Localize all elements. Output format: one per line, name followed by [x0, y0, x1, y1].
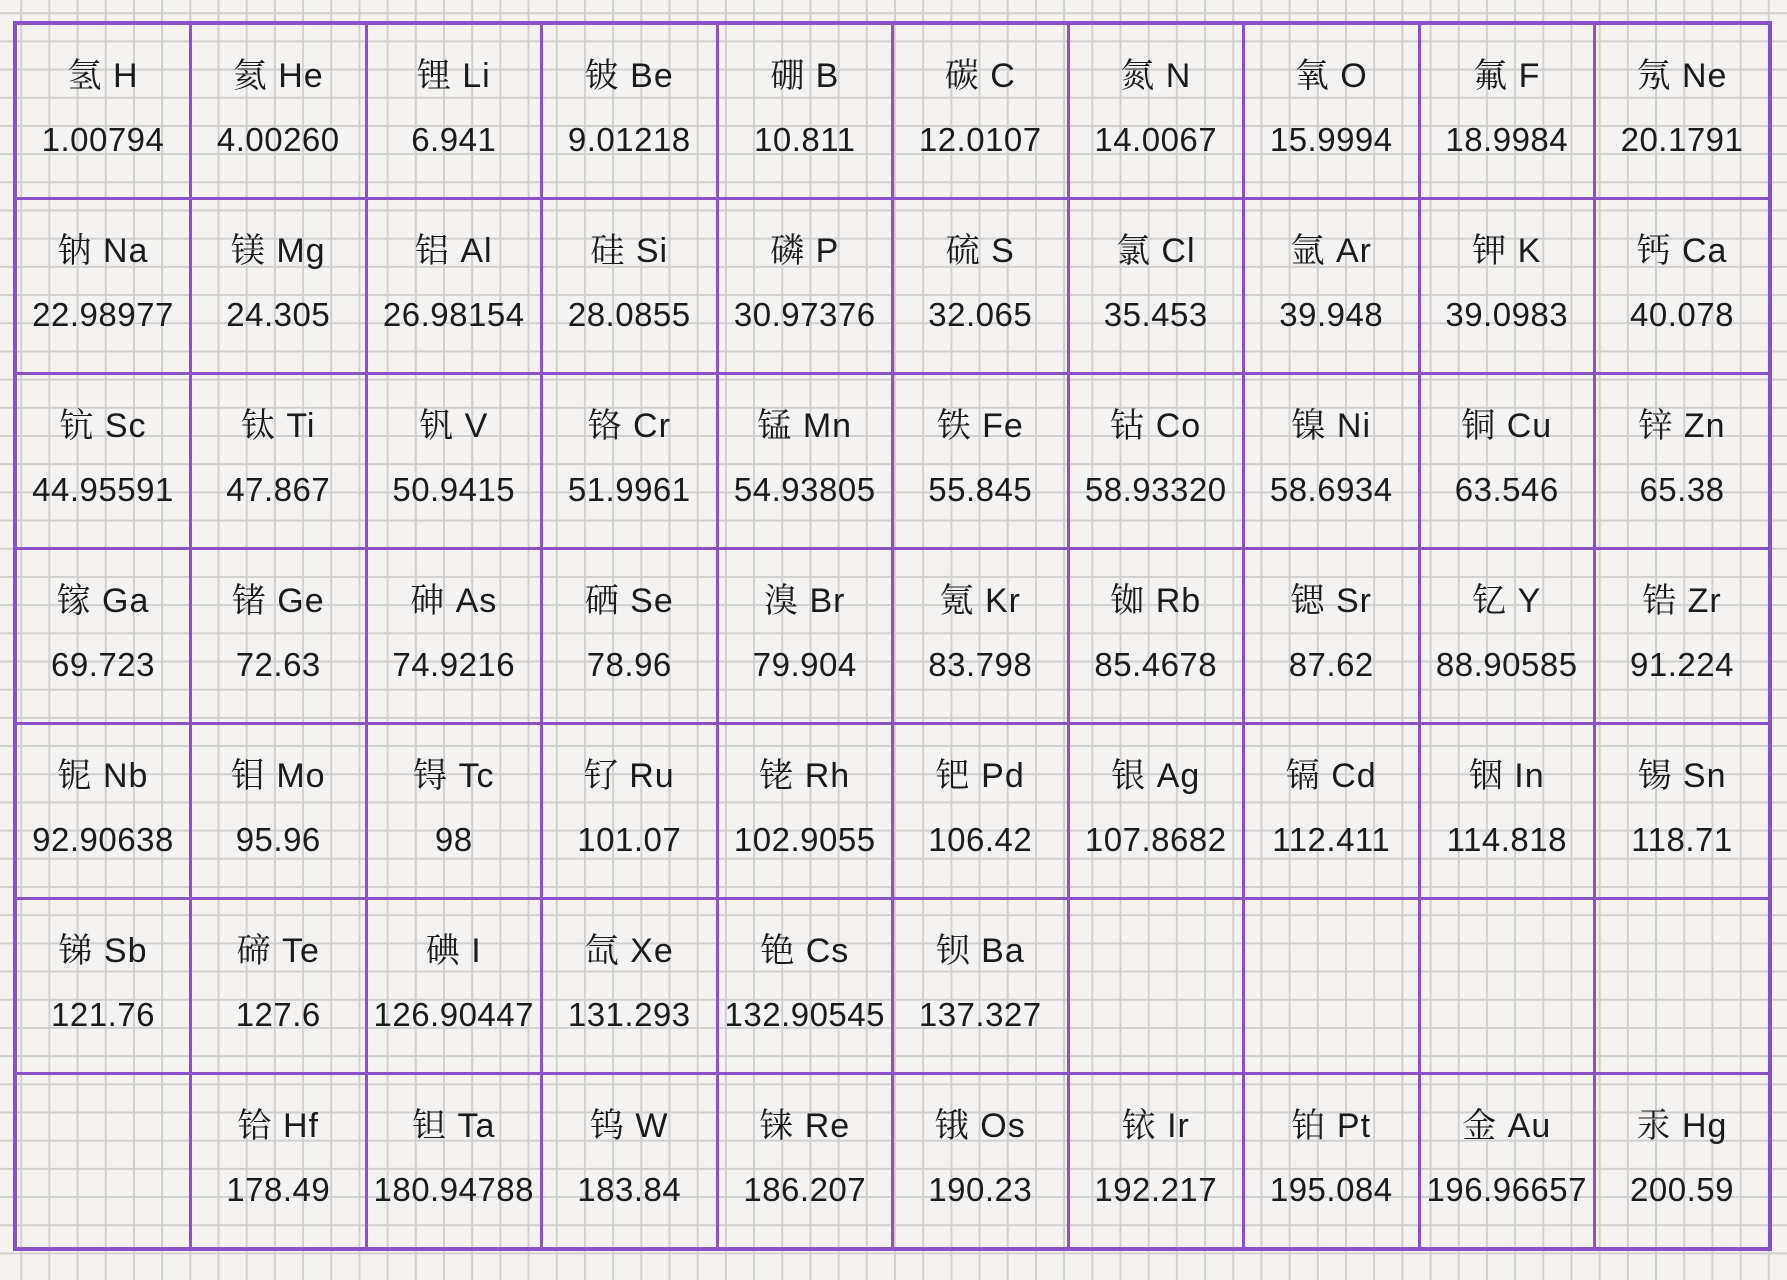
- element-name: 锑 Sb: [58, 931, 148, 970]
- element-cell-ni: [1244, 374, 1420, 549]
- element-name: [1070, 900, 1243, 930]
- table-row: [15, 23, 1770, 199]
- element-cell-cu: [1419, 374, 1595, 549]
- element-name: 锆 Zr: [1642, 582, 1722, 620]
- element-mass: 9.01218: [567, 121, 691, 158]
- element-cell-n: [1068, 23, 1244, 199]
- element-cell-zn: [1595, 374, 1771, 549]
- element-cell-hg: [1595, 1073, 1771, 1249]
- element-name: 锡 Sn: [1637, 756, 1727, 795]
- element-mass: 10.811: [754, 121, 856, 158]
- element-name: 钛 Ti: [240, 407, 316, 446]
- element-mass: 118.71: [1631, 820, 1733, 858]
- element-name: 氩 Ar: [1290, 232, 1372, 271]
- element-cell-ca: [1595, 199, 1771, 374]
- element-cell-h: [15, 23, 191, 199]
- element-name: 碳 C: [944, 57, 1016, 95]
- element-mass: 15.9994: [1269, 121, 1393, 158]
- element-mass: 137.327: [918, 995, 1042, 1033]
- element-cell-nb: [15, 723, 191, 898]
- element-name: 氯 Cl: [1115, 232, 1196, 271]
- element-cell-kr: [893, 549, 1069, 724]
- element-cell-in: [1419, 723, 1595, 898]
- element-name: 镁 Mg: [230, 232, 326, 271]
- element-name: 铪 Hf: [237, 1106, 319, 1145]
- element-mass: 74.9216: [392, 646, 516, 683]
- element-name: 钽 Ta: [412, 1106, 496, 1145]
- element-cell-he: [191, 23, 367, 199]
- element-cell-ag: [1068, 723, 1244, 898]
- element-mass: 18.9984: [1445, 121, 1569, 158]
- empty-cell: [1595, 898, 1771, 1073]
- element-mass: 178.49: [226, 1170, 331, 1208]
- element-name: 硅 Si: [590, 232, 669, 271]
- element-cell-au: [1419, 1073, 1595, 1249]
- table-row: [15, 374, 1770, 549]
- element-mass: 196.96657: [1426, 1170, 1587, 1208]
- element-mass: 32.065: [928, 296, 1033, 334]
- element-name: 镓 Ga: [56, 582, 150, 620]
- element-cell-xe: [542, 898, 718, 1073]
- element-mass: 190.23: [928, 1170, 1033, 1208]
- table-row: [15, 199, 1770, 374]
- element-name: 钠 Na: [57, 232, 149, 271]
- element-cell-cd: [1244, 723, 1420, 898]
- element-name: 锌 Zn: [1638, 407, 1726, 446]
- element-name: [17, 1075, 189, 1105]
- element-cell-mo: [191, 723, 367, 898]
- element-mass: 39.0983: [1445, 296, 1569, 334]
- element-mass: 50.9415: [392, 471, 516, 509]
- element-name: 氟 F: [1473, 57, 1541, 95]
- element-name: 钯 Pd: [935, 756, 1025, 795]
- element-mass: 4.00260: [216, 121, 340, 158]
- element-cell-co: [1068, 374, 1244, 549]
- element-cell-p: [717, 199, 893, 374]
- element-name: 铌 Nb: [57, 756, 149, 795]
- element-mass: 54.93805: [733, 471, 876, 509]
- element-mass: 6.941: [411, 121, 497, 158]
- element-cell-zr: [1595, 549, 1771, 724]
- element-name: 银 Ag: [1111, 756, 1201, 795]
- element-mass: 91.224: [1630, 646, 1734, 683]
- element-mass: 51.9961: [567, 471, 691, 509]
- element-mass: 20.1791: [1620, 121, 1744, 158]
- element-cell-y: [1419, 549, 1595, 724]
- element-name: [1421, 900, 1594, 930]
- element-name: 汞 Hg: [1636, 1106, 1728, 1145]
- element-name: 硫 S: [945, 232, 1015, 271]
- empty-cell: [1244, 898, 1420, 1073]
- element-mass: 69.723: [51, 646, 155, 683]
- element-cell-tc: [366, 723, 542, 898]
- element-name: 铜 Cu: [1461, 407, 1553, 446]
- element-mass: 1.00794: [41, 121, 165, 158]
- element-mass: 180.94788: [373, 1170, 534, 1208]
- element-mass: 40.078: [1630, 296, 1734, 334]
- element-mass: 83.798: [928, 646, 1033, 683]
- element-cell-al: [366, 199, 542, 374]
- element-mass: 106.42: [928, 820, 1033, 858]
- element-cell-fe: [893, 374, 1069, 549]
- element-mass: 112.411: [1272, 820, 1391, 858]
- element-cell-li: [366, 23, 542, 199]
- element-mass: 79.904: [752, 646, 857, 683]
- element-name: 钾 K: [1472, 232, 1542, 271]
- element-mass: 47.867: [226, 471, 331, 509]
- element-name: 铟 In: [1468, 756, 1545, 795]
- element-name: 碘 I: [425, 931, 482, 970]
- element-cell-ga: [15, 549, 191, 724]
- element-cell-mn: [717, 374, 893, 549]
- element-cell-ti: [191, 374, 367, 549]
- element-name: 磷 P: [770, 232, 840, 271]
- element-name: 氙 Xe: [584, 931, 674, 970]
- element-mass: 63.546: [1454, 471, 1559, 509]
- element-cell-os: [893, 1073, 1069, 1249]
- element-cell-pt: [1244, 1073, 1420, 1249]
- element-name: 钇 Y: [1472, 582, 1542, 620]
- element-name: 钙 Ca: [1636, 232, 1728, 271]
- element-name: 锰 Mn: [757, 407, 853, 446]
- element-cell-v: [366, 374, 542, 549]
- element-mass: 186.207: [743, 1170, 867, 1208]
- element-mass: 114.818: [1446, 820, 1567, 858]
- element-name: 砷 As: [410, 582, 498, 620]
- element-cell-cr: [542, 374, 718, 549]
- element-cell-c: [893, 23, 1069, 199]
- element-mass: 30.97376: [733, 296, 876, 334]
- empty-cell: [1068, 898, 1244, 1073]
- empty-cell: [1419, 898, 1595, 1073]
- table-row: [15, 549, 1770, 724]
- element-name: 氧 O: [1294, 57, 1368, 95]
- element-mass: 87.62: [1288, 646, 1374, 683]
- element-mass: 121.76: [51, 995, 155, 1033]
- element-mass: 192.217: [1094, 1170, 1218, 1208]
- element-cell-ne: [1595, 23, 1771, 199]
- element-cell-si: [542, 199, 718, 374]
- element-cell-te: [191, 898, 367, 1073]
- element-cell-ru: [542, 723, 718, 898]
- element-cell-k: [1419, 199, 1595, 374]
- element-mass: 44.95591: [32, 471, 174, 509]
- element-name: 钴 Co: [1110, 407, 1202, 446]
- element-mass: 65.38: [1639, 471, 1725, 509]
- element-mass: 24.305: [226, 296, 331, 334]
- element-mass: 85.4678: [1094, 646, 1218, 683]
- element-cell-o: [1244, 23, 1420, 199]
- element-cell-s: [893, 199, 1069, 374]
- element-cell-sn: [1595, 723, 1771, 898]
- element-mass: 55.845: [928, 471, 1033, 509]
- element-cell-cl: [1068, 199, 1244, 374]
- element-mass: 131.293: [567, 995, 691, 1033]
- element-mass: 88.90585: [1435, 646, 1578, 683]
- element-cell-pd: [893, 723, 1069, 898]
- element-name: 锶 Sr: [1290, 582, 1372, 620]
- element-name: 钨 W: [589, 1106, 669, 1145]
- element-mass: 195.084: [1269, 1170, 1393, 1208]
- element-cell-sr: [1244, 549, 1420, 724]
- element-name: 锂 Li: [416, 57, 491, 95]
- element-name: 锇 Os: [934, 1106, 1026, 1145]
- element-name: 铼 Re: [759, 1106, 851, 1145]
- element-cell-ir: [1068, 1073, 1244, 1249]
- element-name: 钼 Mo: [230, 756, 326, 795]
- element-cell-w: [542, 1073, 718, 1249]
- element-name: 溴 Br: [764, 582, 846, 620]
- element-mass: 183.84: [577, 1170, 682, 1208]
- element-name: 镍 Ni: [1291, 407, 1372, 446]
- element-name: 铯 Cs: [760, 931, 850, 970]
- element-cell-f: [1419, 23, 1595, 199]
- element-cell-rb: [1068, 549, 1244, 724]
- element-cell-ge: [191, 549, 367, 724]
- element-mass: 26.98154: [382, 296, 525, 334]
- element-cell-cs: [717, 898, 893, 1073]
- element-name: 氖 Ne: [1636, 57, 1728, 95]
- element-mass: 98: [434, 820, 473, 858]
- element-name: [1245, 900, 1418, 930]
- element-cell-ba: [893, 898, 1069, 1073]
- element-name: 铂 Pt: [1291, 1106, 1372, 1145]
- element-mass: 95.96: [235, 820, 321, 858]
- table-row: [15, 898, 1770, 1073]
- element-name: 氪 Kr: [939, 582, 1021, 620]
- element-mass: 58.93320: [1084, 471, 1227, 509]
- element-name: 铁 Fe: [936, 407, 1024, 446]
- element-mass: 35.453: [1103, 296, 1208, 334]
- element-cell-na: [15, 199, 191, 374]
- element-name: 钒 V: [419, 407, 489, 446]
- element-mass: 132.90545: [724, 995, 885, 1033]
- element-mass: 72.63: [235, 646, 321, 683]
- element-name: 硒 Se: [584, 582, 674, 620]
- periodic-table: [13, 21, 1772, 1251]
- table-row: [15, 723, 1770, 898]
- element-name: 钡 Ba: [935, 931, 1025, 970]
- element-cell-sc: [15, 374, 191, 549]
- element-cell-i: [366, 898, 542, 1073]
- element-name: 碲 Te: [236, 931, 320, 970]
- element-mass: 39.948: [1279, 296, 1384, 334]
- element-mass: 102.9055: [733, 820, 876, 858]
- element-name: 锗 Ge: [231, 582, 325, 620]
- element-mass: 101.07: [577, 820, 682, 858]
- element-cell-sb: [15, 898, 191, 1073]
- element-mass: 28.0855: [567, 296, 691, 334]
- element-name: 氢 H: [67, 57, 139, 95]
- element-cell-re: [717, 1073, 893, 1249]
- element-mass: 78.96: [586, 646, 672, 683]
- element-name: 钪 Sc: [59, 407, 147, 446]
- element-name: 氦 He: [232, 57, 324, 95]
- element-cell-se: [542, 549, 718, 724]
- element-cell-ar: [1244, 199, 1420, 374]
- element-name: 铱 Ir: [1121, 1106, 1190, 1145]
- element-name: 铷 Rb: [1110, 582, 1202, 620]
- element-mass: 58.6934: [1269, 471, 1393, 509]
- empty-cell: [15, 1073, 191, 1249]
- element-name: 钌 Ru: [583, 756, 675, 795]
- element-name: 镉 Cd: [1285, 756, 1377, 795]
- element-name: 金 Au: [1462, 1106, 1552, 1145]
- element-mass: 12.0107: [918, 121, 1042, 158]
- element-mass: 126.90447: [373, 995, 534, 1033]
- table-row: [15, 1073, 1770, 1249]
- element-cell-hf: [191, 1073, 367, 1249]
- element-cell-ta: [366, 1073, 542, 1249]
- element-cell-rh: [717, 723, 893, 898]
- element-mass: 200.59: [1630, 1170, 1734, 1208]
- element-mass: 14.0067: [1094, 121, 1218, 158]
- element-mass: 22.98977: [32, 296, 174, 334]
- element-mass: 127.6: [235, 995, 321, 1033]
- element-name: 铝 Al: [414, 232, 493, 271]
- element-name: 锝 Tc: [413, 756, 495, 795]
- element-name: 氮 N: [1120, 57, 1192, 95]
- element-name: 硼 B: [770, 57, 840, 95]
- element-mass: 92.90638: [32, 820, 174, 858]
- element-cell-br: [717, 549, 893, 724]
- element-cell-as: [366, 549, 542, 724]
- element-cell-b: [717, 23, 893, 199]
- element-name: 铬 Cr: [587, 407, 671, 446]
- element-cell-mg: [191, 199, 367, 374]
- element-cell-be: [542, 23, 718, 199]
- element-name: [1596, 900, 1768, 930]
- element-name: 铑 Rh: [759, 756, 851, 795]
- element-mass: 107.8682: [1084, 820, 1227, 858]
- element-name: 铍 Be: [584, 57, 674, 95]
